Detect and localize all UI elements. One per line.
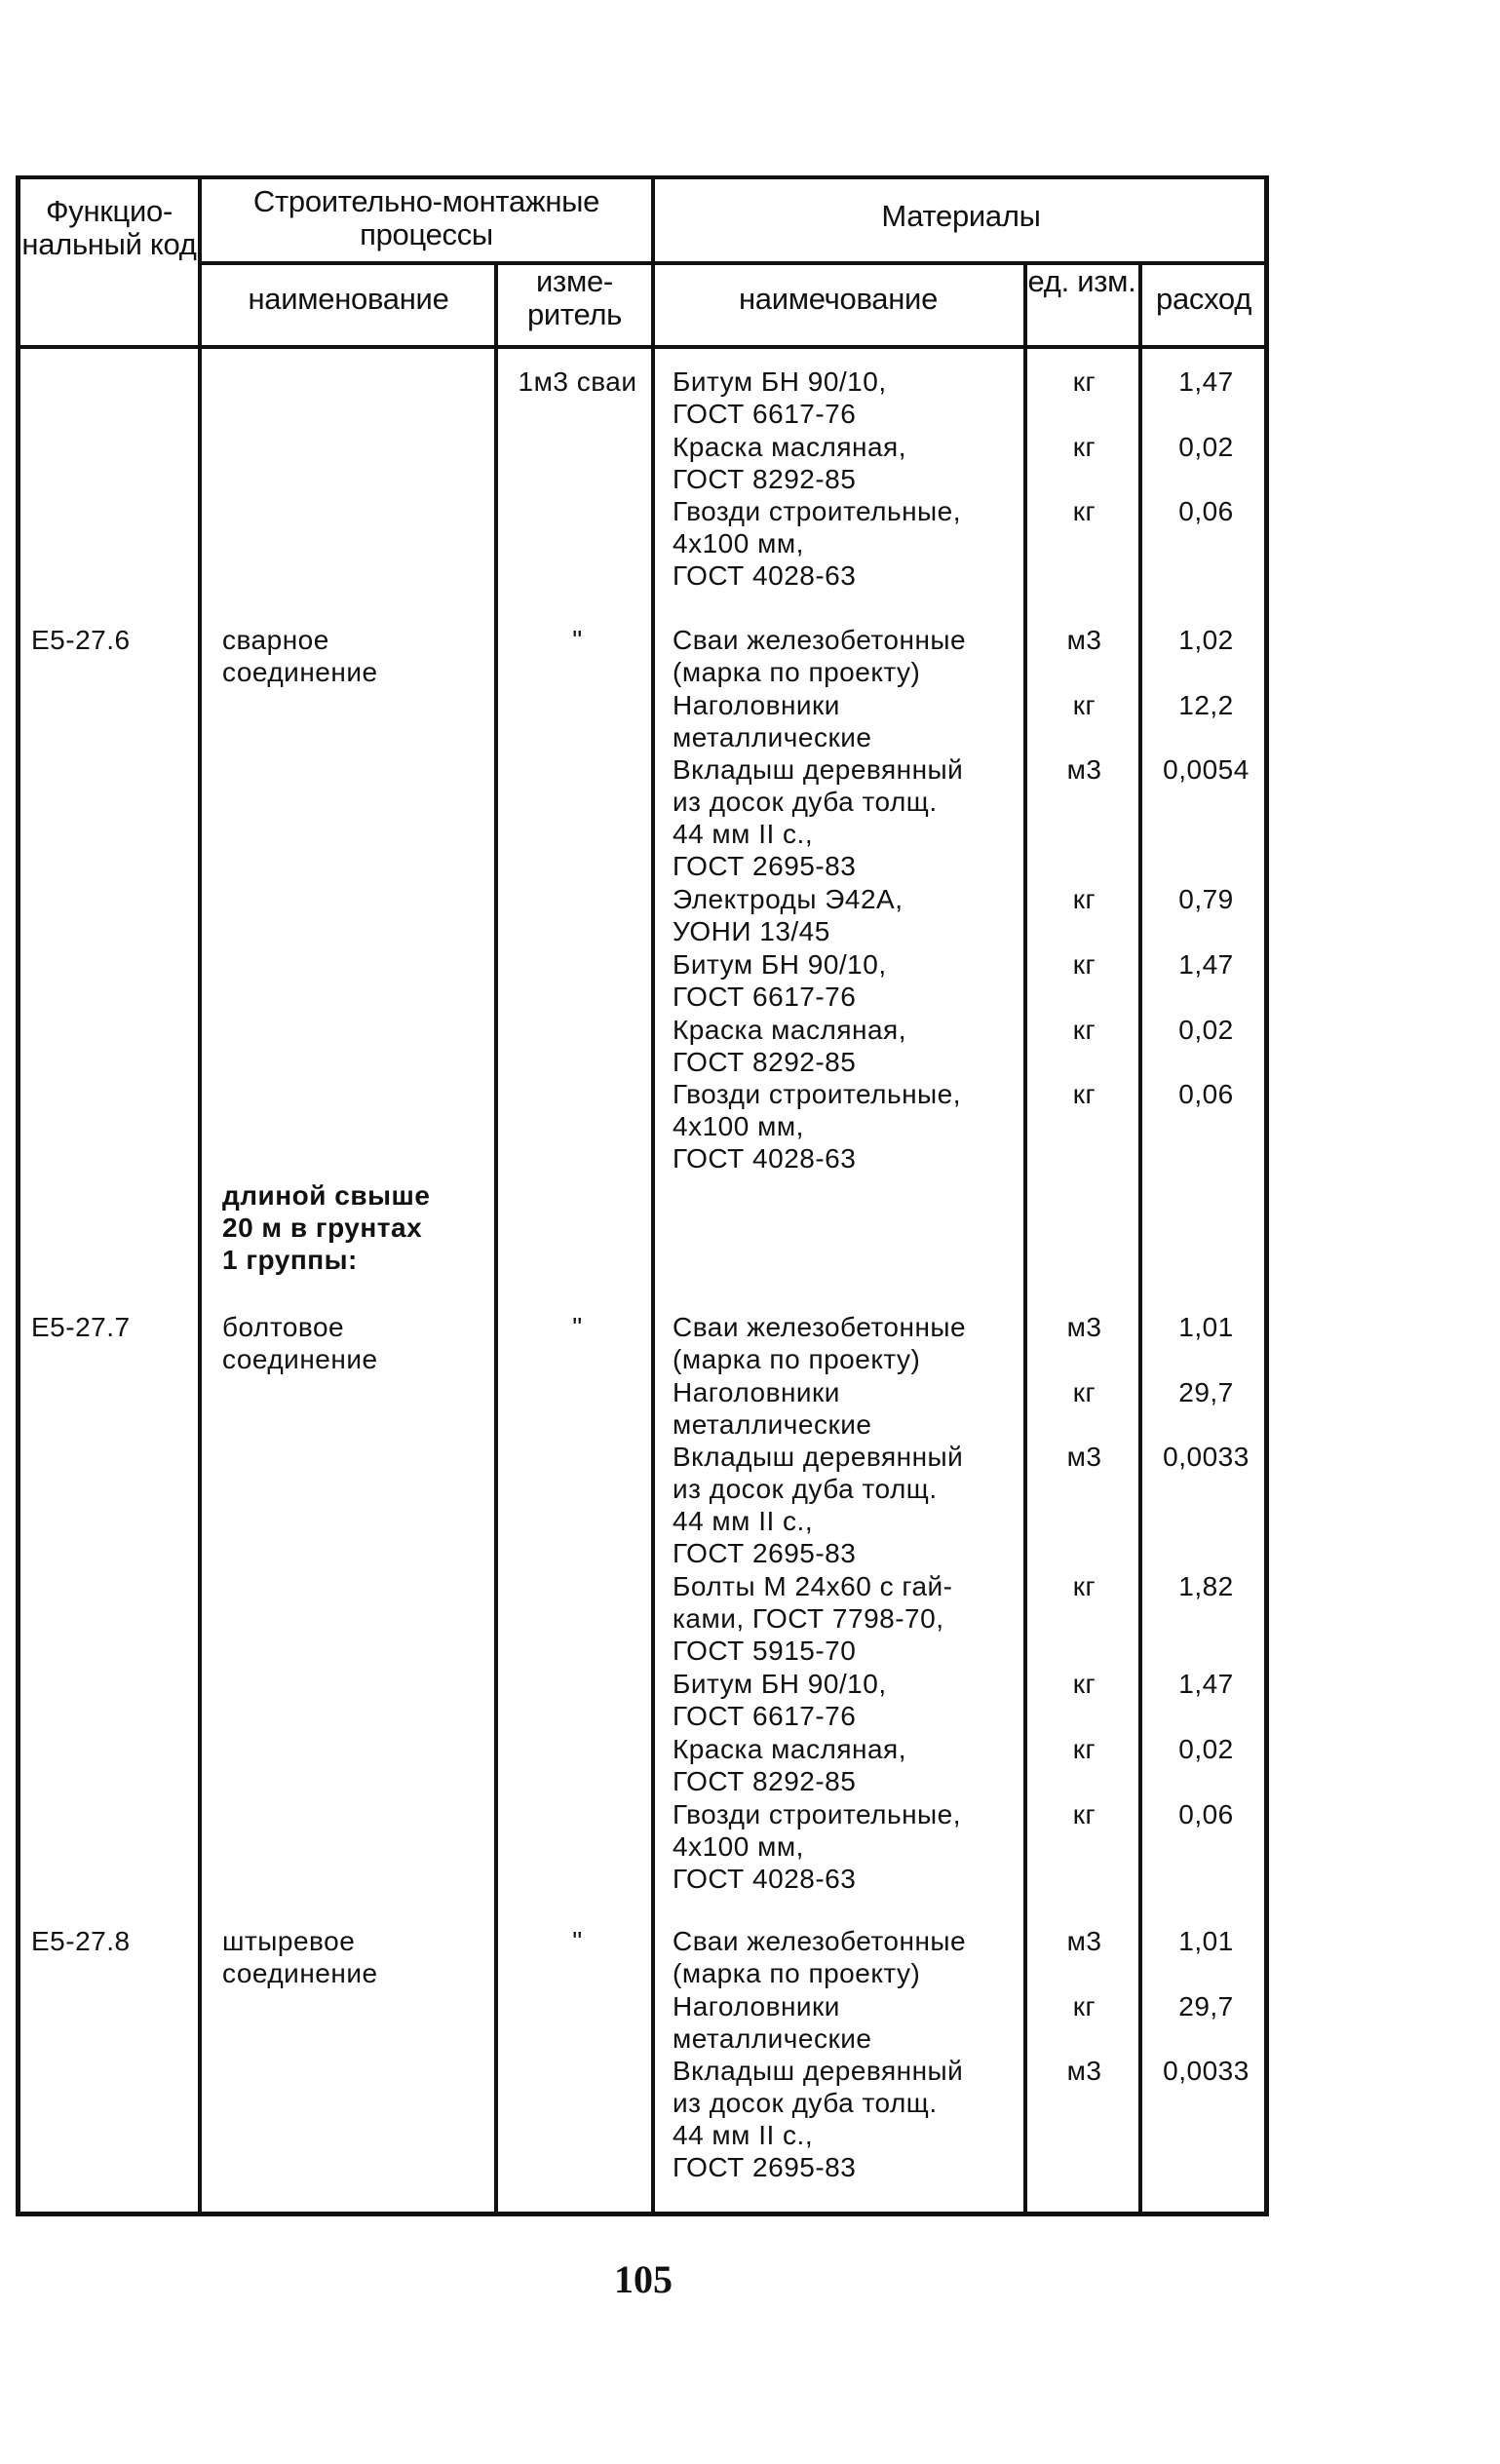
- material-unit: м3: [1066, 1312, 1102, 1342]
- material-name: Наголовники металлические: [673, 1376, 872, 1440]
- material-unit: кг: [1072, 366, 1096, 397]
- column-divider: [494, 263, 498, 2216]
- process-meter: ": [572, 1926, 583, 1956]
- header-material-name-text: наимечование: [738, 282, 939, 316]
- header-processes-text: Строительно-монтажные процессы: [252, 184, 600, 251]
- material-name: Сваи железобетонные (марка по проекту): [673, 625, 967, 687]
- material-unit: кг: [1072, 1733, 1096, 1764]
- functional-code: Е5-27.7: [31, 1312, 131, 1342]
- header-materials-text: Материалы: [881, 199, 1041, 233]
- subheading: длиной свыше 20 м в грунтах 1 группы:: [222, 1180, 431, 1275]
- functional-code: Е5-27.6: [31, 625, 131, 655]
- material-unit: кг: [1072, 431, 1096, 462]
- material-amount: 29,7: [1178, 1990, 1234, 2021]
- material-amount: 1,01: [1178, 1312, 1234, 1342]
- header-functional-code: [21, 195, 197, 261]
- process-name: болтовое соединение: [222, 1312, 378, 1374]
- column-divider: [198, 175, 202, 2216]
- material-amount: 0,02: [1178, 431, 1234, 462]
- material-name: Краска масляная, ГОСТ 8292-85: [673, 1014, 906, 1077]
- material-name: Вкладыш деревянный из досок дуба толщ. 44 мм II с., ГОСТ 2695-83: [673, 1442, 964, 1569]
- material-name: Гвозди строительные, 4x100 мм, ГОСТ 4028-63: [673, 1079, 962, 1174]
- header-processes: [205, 185, 648, 251]
- material-name: Сваи железобетонные (марка по проекту): [673, 1926, 967, 1988]
- process-name: сварное соединение: [222, 625, 378, 687]
- header-meter-text: изме- ритель: [526, 264, 623, 331]
- header-meter: [499, 265, 650, 331]
- header-process-name: [205, 283, 492, 316]
- page-number: 105: [614, 2257, 673, 2301]
- header-materials: [655, 200, 1267, 233]
- material-amount: 1,47: [1178, 949, 1234, 980]
- material-amount: 0,06: [1178, 496, 1234, 527]
- material-amount: 0,02: [1178, 1733, 1234, 1764]
- material-amount: 1,47: [1178, 1669, 1234, 1700]
- material-unit: кг: [1072, 1990, 1096, 2021]
- header-amount-text: расход: [1156, 282, 1251, 316]
- material-amount: 0,0033: [1163, 1442, 1250, 1473]
- material-name: Битум БН 90/10, ГОСТ 6617-76: [673, 949, 887, 1012]
- material-name: Болты М 24x60 с гай- ками, ГОСТ 7798-70, ГОСТ 5915-70: [673, 1571, 953, 1667]
- material-amount: 0,02: [1178, 1014, 1234, 1045]
- material-unit: кг: [1072, 949, 1096, 980]
- functional-code: Е5-27.8: [31, 1926, 131, 1956]
- column-divider: [1138, 263, 1142, 2216]
- material-unit: м3: [1066, 625, 1102, 655]
- material-amount: 0,79: [1178, 884, 1234, 915]
- material-name: Гвозди строительные, 4x100 мм, ГОСТ 4028-63: [673, 1798, 962, 1894]
- material-unit: м3: [1066, 754, 1102, 786]
- material-unit: м3: [1066, 1442, 1102, 1473]
- material-name: Наголовники металлические: [673, 1990, 872, 2054]
- material-amount: 1,01: [1178, 1926, 1234, 1956]
- material-unit: кг: [1072, 496, 1096, 527]
- material-amount: 12,2: [1178, 689, 1234, 720]
- material-name: Сваи железобетонные (марка по проекту): [673, 1312, 967, 1374]
- material-name: Электроды Э42А, УОНИ 13/45: [673, 884, 904, 947]
- process-meter: 1м3 сваи: [518, 366, 637, 397]
- material-name: Вкладыш деревянный из досок дуба толщ. 44 мм II с., ГОСТ 2695-83: [673, 2056, 964, 2183]
- header-unit-text: ед. изм.: [1027, 264, 1136, 298]
- process-name: штыревое соединение: [222, 1926, 378, 1988]
- header-amount: [1142, 283, 1265, 316]
- material-name: Краска масляная, ГОСТ 8292-85: [673, 1733, 906, 1796]
- material-unit: кг: [1072, 1376, 1096, 1407]
- process-meter: ": [572, 1312, 583, 1342]
- material-name: Гвозди строительные, 4x100 мм, ГОСТ 4028-63: [673, 496, 962, 592]
- process-meter: ": [572, 625, 583, 655]
- column-divider: [1023, 263, 1027, 2216]
- material-unit: м3: [1066, 1926, 1102, 1956]
- material-amount: 0,0054: [1163, 754, 1250, 786]
- material-name: Краска масляная, ГОСТ 8292-85: [673, 431, 906, 494]
- header-functional-code-text: Функцио- нальный код: [21, 194, 197, 261]
- table-frame: [16, 175, 1269, 2216]
- header-unit: [1027, 265, 1136, 298]
- material-unit: кг: [1072, 1079, 1096, 1110]
- material-amount: 1,02: [1178, 625, 1234, 655]
- material-amount: 0,06: [1178, 1079, 1234, 1110]
- material-name: Битум БН 90/10, ГОСТ 6617-76: [673, 1669, 887, 1732]
- material-amount: 1,47: [1178, 366, 1234, 397]
- material-amount: 0,06: [1178, 1798, 1234, 1829]
- material-unit: кг: [1072, 1669, 1096, 1700]
- column-divider: [651, 175, 655, 2216]
- material-unit: м3: [1066, 2056, 1102, 2087]
- header-process-name-text: наименование: [248, 282, 449, 316]
- material-unit: кг: [1072, 1798, 1096, 1829]
- material-unit: кг: [1072, 1571, 1096, 1602]
- material-amount: 29,7: [1178, 1376, 1234, 1407]
- material-unit: кг: [1072, 689, 1096, 720]
- material-amount: 0,0033: [1163, 2056, 1250, 2087]
- material-name: Вкладыш деревянный из досок дуба толщ. 44 мм II с., ГОСТ 2695-83: [673, 754, 964, 882]
- material-unit: кг: [1072, 884, 1096, 915]
- material-name: Битум БН 90/10, ГОСТ 6617-76: [673, 366, 887, 429]
- header-bottom-rule: [16, 345, 1269, 349]
- material-amount: 1,82: [1178, 1571, 1234, 1602]
- material-name: Наголовники металлические: [673, 689, 872, 752]
- header-material-name: [655, 283, 1021, 316]
- material-unit: кг: [1072, 1014, 1096, 1045]
